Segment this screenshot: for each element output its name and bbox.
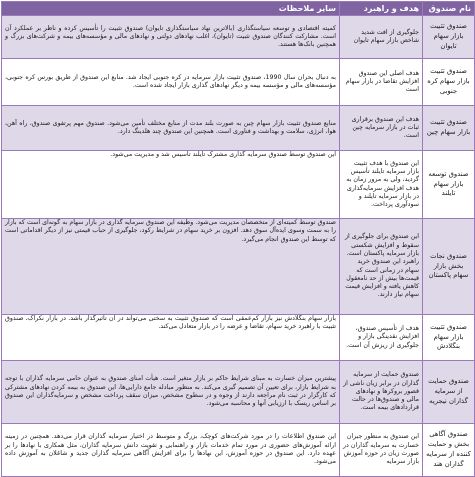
goal-cell: این صندوق برای جلوگیری از سقوط و افزایش شکستی بازار سرمایه پاکستان است. راهبرد این صندوق خرید سهام در زمانی است که قیمت‌ها بیش از حد نامعقول کاهش یافته و افزایش قیمت سهام نیاز دارند. xyxy=(340,219,423,315)
fund-name-cell: صندوق آگاهی بخش و حمایت کننده از سرمایه گذاران هند xyxy=(423,424,475,477)
table-row xyxy=(2,315,475,361)
table-header-row xyxy=(2,2,475,16)
table-row xyxy=(2,106,475,151)
table-row xyxy=(2,219,475,315)
page xyxy=(1,1,474,467)
goal-cell: هدف از تأسیس صندوق، افزایش نقدینگی بازار و جلوگیری از ریزش آن است. xyxy=(340,315,423,361)
notes-cell: این صندوق توسط صندوق سرمایه گذاری مشترک تایلند تأسیس شد و مدیریت می‌شود. xyxy=(2,151,340,219)
goal-cell: هدف اصلی این صندوق افزایش تقاضا در بازار سهام است xyxy=(340,59,423,106)
fund-name-cell: صندوق تثبیت بازار سهام تایوان xyxy=(423,16,475,59)
goal-cell: این صندوق با هدف تثبیت بازار سرمایه تایلند تأسیس گردید، ولی به مرور زمان به هدف افزایش سرمایه‌گذاری در بازار سرمایه تایلند و سودآوری پرداخت. xyxy=(340,151,423,219)
notes-cell: منابع صندوق تثبیت بازار سهام چین به صورت بلند مدت از منابع مختلف تأمین می‌شود. صندوق مهم پرتفوی صندوق، راه آهن، هوا، انرژی، سلامت و بهداشت و فناوری است. همچنین این صندوق چند هلدینگ دارد. xyxy=(2,106,340,151)
goal-cell: جلوگیری از افت شدید شاخص بازار سهام تایوان xyxy=(340,16,423,59)
notes-cell: بازار سهام بنگلادش نیز بازار کم‌عمقی است که صندوق تثبیت به سختی می‌تواند در آن تأثیرگذار باشد. در بازار نکراک، صندوق تثبیت با راهبرد خرید سهام، تقاضا و عرضه را در بازار متعادل می‌کند. xyxy=(2,315,340,361)
notes-cell: پیشترین میزان خسارت به مبنای شرایط حاکم بر بازار متغیر است. هیأت امنای صندوق به عنوان حامی سرمایه گذاران با توجه به شرایط بازار، برای تعیین آن تصمیم گیری می‌کند. به منظور مبادله جامع دارایی‌ها، این صندوق به بیمه کردن نهادهای مشترکی که کارگزار در ثبت نام مراجعه دارند از وجوه و در سطوح مشخص، میزان سقف پرداخت مشخص و سرمایه‌گذاران این صندوق بر اساس ریسک با ارزیابی آنها و محاسبه می‌شود. xyxy=(2,361,340,424)
table-row xyxy=(2,151,475,219)
header-goal-strategy: هدف و راهبرد xyxy=(340,2,423,16)
table-row xyxy=(2,361,475,424)
fund-name-cell: صندوق تثبیت بازار سهام چین xyxy=(423,106,475,151)
goal-cell: صندوق حمایت از سرمایه گذاران در برابر زیان ناشی از قصور بروکرها و نهادهای مالی و صندوق‌ها در حالت قراردادهای بیمه است. xyxy=(340,361,423,424)
header-fund-name: نام صندوق xyxy=(423,2,475,16)
table-row xyxy=(2,424,475,477)
notes-cell: به دنبال بحران سال 1990، صندوق تثبیت بازار سرمایه در کره جنوبی ایجاد شد. منابع این صندوق از طریق بورس کره جنوبی، مؤسسه‌های مالی و مؤسسه بیمه و دیگر نهادهای گذاری بازار ایجاد شده است. xyxy=(2,59,340,106)
goal-cell: هدف این صندوق برقراری ثبات در بازار سرمایه چین است. xyxy=(340,106,423,151)
notes-cell: صندوق توسط کمیته‌ای از متخصصان مدیریت می‌شود. وظیفه این صندوق سرمایه گذاری در بازار سهام به گونه‌ای است که بازار را به سمت وسوی ایده‌آل سوق دهد. افزون بر خرید سهام در شرایط رکود، جلوگیری از حباب قیمتی نیز از دیگر اقداماتی است که توسط این صندوق انجام می‌گیرد. xyxy=(2,219,340,315)
fund-name-cell: صندوق نجات بخش بازار سهام پاکستان xyxy=(423,219,475,315)
header-other-notes: سایر ملاحظات xyxy=(2,2,340,16)
table-row xyxy=(2,16,475,59)
notes-cell: این صندوق اطلاعات را در مورد شرکت‌های کوچک، بزرگ و متوسط در اختیار سرمایه گذاران قرار می‌دهد. همچنین در زمینه ارائه آموزش‌های حضوری در مورد تمام خدمات بازار و راهنمایی و تقویت دانش سرمایه گذاران، مثل همکاری با نهادها را بر عهده دارد. این صندوق در حوزه آموزش، این نهادها را برای افزایش آگاهی سرمایه گذاران جدید و شاغلان به آموزش داده می‌شود. xyxy=(2,424,340,477)
notes-cell: کمیته اقتصادی و توسعه سیاستگذاری (بالاترین نهاد سیاستگذاری تایوان) صندوق تثبیت را تأسیس کرده و ناظر بر عملکرد آن است. مشارکت کنندگان صندوق تثبیت (تایوان)، اغلب نهادهای دولتی و نهادهای مالی و مؤسسه‌های بیمه و شرکت‌های بزرگ و همچنین بانک‌ها هستند. xyxy=(2,16,340,59)
table-row xyxy=(2,59,475,106)
fund-name-cell: صندوق تثبیت بازار سهام بنگلادش xyxy=(423,315,475,361)
fund-name-cell: صندوق حمایت از سرمایه گذاران نیجریه xyxy=(423,361,475,424)
goal-cell: این صندوق به منظور جبران خسارت به سرمایه گذاران در صورت زیان در حوزه آموزش بازار سرمایه xyxy=(340,424,423,477)
funds-table xyxy=(1,1,475,477)
fund-name-cell: صندوق تثبیت بازار سهام کره جنوبی xyxy=(423,59,475,106)
fund-name-cell: صندوق توسعه بازار سهام تایلند xyxy=(423,151,475,219)
